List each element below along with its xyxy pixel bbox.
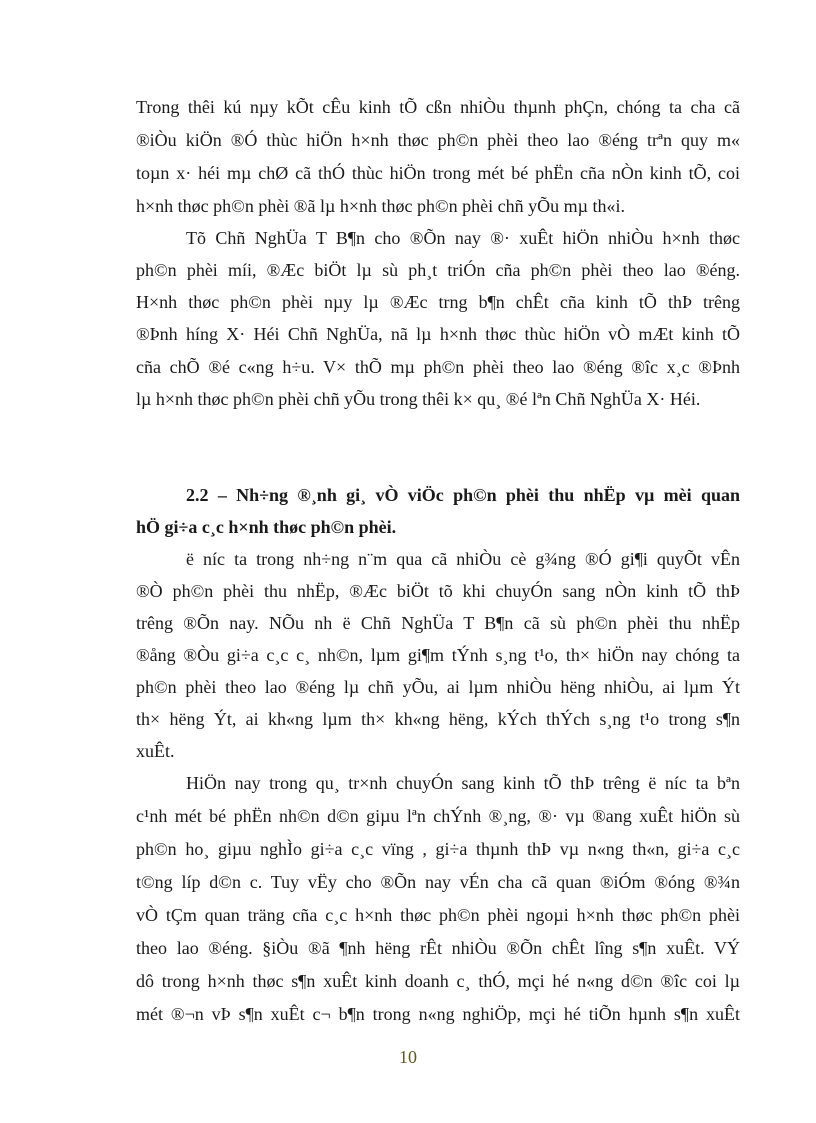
paragraph-3-line-1: ë níc ta trong nh÷ng n¨m qua cã nhiÒu cè g¾ng ®Ó gi¶i quyÕt vÊn (186, 549, 740, 569)
paragraph-3-line-6: th× hëng Ýt, ai kh«ng lµm th× kh«ng hëng, kÝch thÝch s¸ng t¹o trong s¶n (136, 709, 740, 729)
paragraph-3-line-3: trêng ®Õn nay. NÕu nh ë Chñ NghÜa T B¶n cã sù ph©n phèi thu nhËp (136, 613, 740, 633)
paragraph-3-line-2: ®Ò ph©n phèi thu nhËp, ®Æc biÖt tõ khi chuyÓn sang nÒn kinh tÕ thÞ (136, 581, 740, 601)
paragraph-2-line-6: lµ h×nh thøc ph©n phèi chñ yÕu trong thêi k× qu¸ ®é lªn Chñ NghÜa X· Héi. (136, 389, 701, 409)
paragraph-3-line-4: ®ång ®Òu gi÷a c¸c c¸ nh©n, lµm gi¶m tÝnh s¸ng t¹o, th× hiÖn nay chóng ta (136, 645, 740, 665)
paragraph-1-line-2: ®iÒu kiÖn ®Ó thùc hiÖn h×nh thøc ph©n phèi theo lao ®éng trªn quy m« (136, 130, 740, 150)
paragraph-4-line-3: ph©n ho¸ giµu nghÌo gi÷a c¸c vïng , gi÷a thµnh thÞ vµ n«ng th«n, gi÷a c¸c (136, 839, 740, 859)
paragraph-2-line-5: cña chÕ ®é c«ng h÷u. V× thÕ mµ ph©n phèi theo lao ®éng ®îc x¸c ®Þnh (136, 357, 740, 377)
section-heading-line-1: 2.2 – Nh÷ng ®¸nh gi¸ vÒ viÖc ph©n phèi thu nhËp vµ mèi quan (186, 485, 740, 505)
paragraph-3-line-5: ph©n phèi theo lao ®éng lµ chñ yÕu, ai lµm nhiÒu hëng nhiÒu, ai lµm Ýt (136, 677, 740, 697)
paragraph-4-line-2: c¹nh mét bé phËn nh©n d©n giµu lªn chÝnh ®¸ng, ®· vµ ®ang xuÊt hiÖn sù (136, 806, 740, 826)
paragraph-4-line-1: HiÖn nay trong qu¸ tr×nh chuyÓn sang kinh tÕ thÞ trêng ë níc ta bªn (186, 773, 740, 793)
paragraph-3-line-7: xuÊt. (136, 741, 175, 761)
paragraph-4-line-8: mét ®¬n vÞ s¶n xuÊt c¬ b¶n trong n«ng nghiÖp, mçi hé tiÕn hµnh s¶n xuÊt (136, 1004, 740, 1024)
paragraph-4-line-6: theo lao ®éng. §iÒu ®ã ¶nh hëng rÊt nhiÒu ®Õn chÊt lîng s¶n xuÊt. VÝ (136, 938, 740, 958)
paragraph-4-line-7: dô trong h×nh thøc s¶n xuÊt kinh doanh c¸ thÓ, mçi hé n«ng d©n ®îc coi lµ (136, 971, 740, 991)
paragraph-2-line-2: ph©n phèi míi, ®Æc biÖt lµ sù ph¸t triÓn cña ph©n phèi theo lao ®éng. (136, 260, 740, 280)
page-number: 10 (399, 1047, 417, 1067)
section-heading-line-2: hÖ gi÷a c¸c h×nh thøc ph©n phèi. (136, 517, 397, 537)
paragraph-4-line-5: vÒ tÇm quan träng cña c¸c h×nh thøc ph©n phèi ngoµi h×nh thøc ph©n phèi (136, 905, 740, 925)
paragraph-4-line-4: t©ng líp d©n c. Tuy vËy cho ®Õn nay vÉn cha cã quan ®iÓm ®óng ®¾n (136, 872, 740, 892)
paragraph-1-line-4: h×nh thøc ph©n phèi ®ã lµ h×nh thøc ph©n phèi chñ yÕu mµ th«i. (136, 196, 626, 216)
paragraph-2-line-1: Tõ Chñ NghÜa T B¶n cho ®Õn nay ®· xuÊt hiÖn nhiÒu h×nh thøc (186, 228, 740, 248)
paragraph-2-line-3: H×nh thøc ph©n phèi nµy lµ ®Æc trng b¶n chÊt cña kinh tÕ thÞ trêng (136, 292, 740, 312)
paragraph-1-line-1: Trong thêi kú nµy kÕt cÊu kinh tÕ cßn nhiÒu thµnh phÇn, chóng ta cha cã (136, 97, 740, 117)
paragraph-1-line-3: toµn x· héi mµ chØ cã thÓ thùc hiÖn trong mét bé phËn cña nÒn kinh tÕ, coi (136, 163, 740, 183)
paragraph-2-line-4: ®Þnh híng X· Héi Chñ NghÜa, nã lµ h×nh thøc thùc hiÖn vÒ mÆt kinh tÕ (136, 324, 740, 344)
